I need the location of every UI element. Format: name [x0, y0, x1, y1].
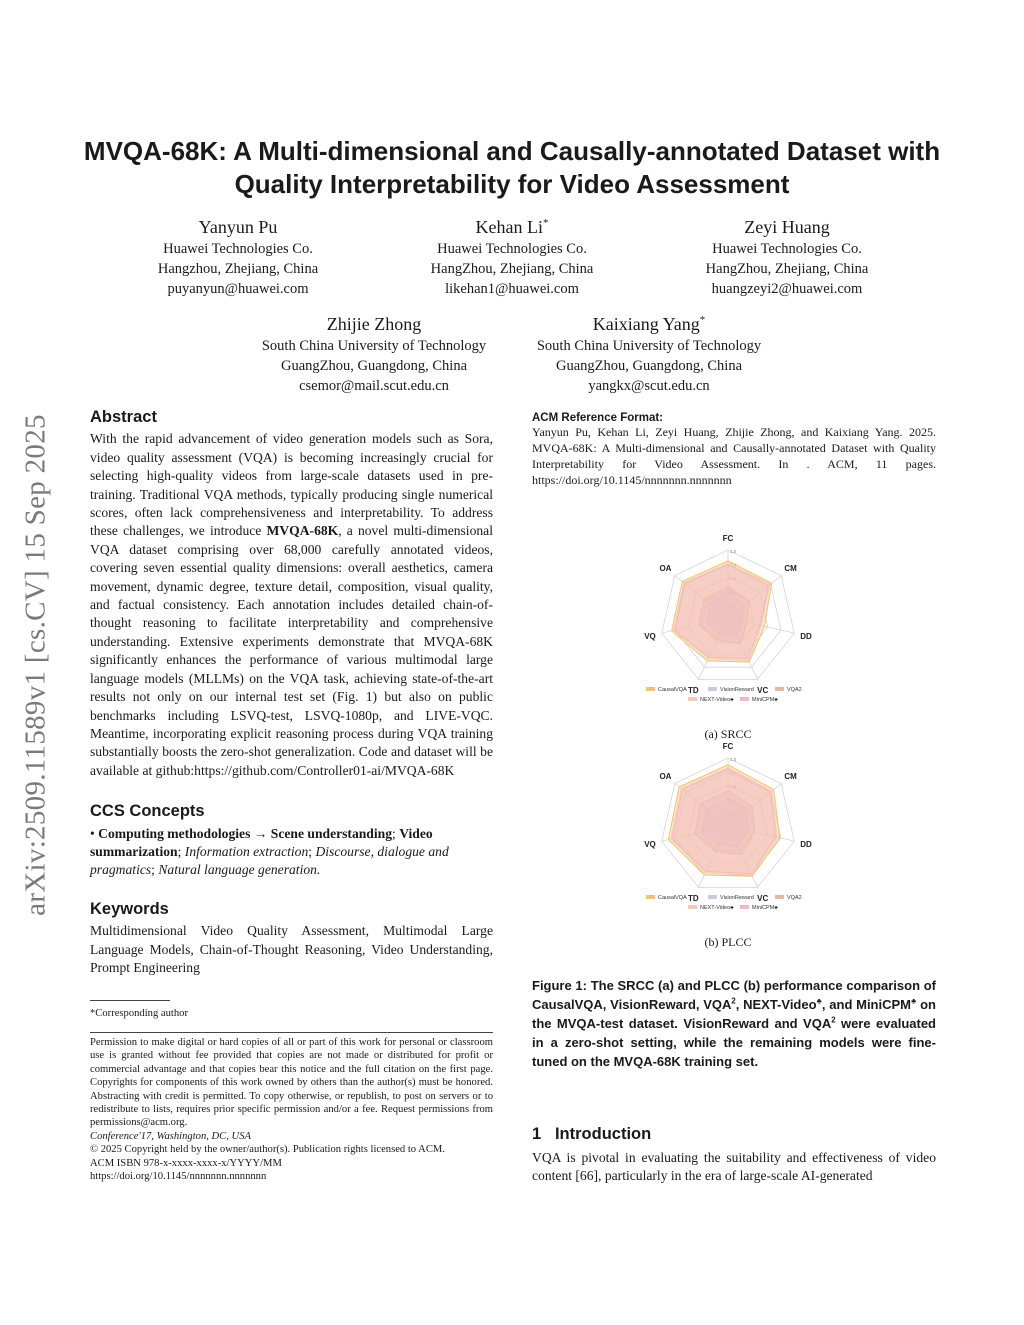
axis-label: FC [722, 742, 734, 751]
tick-label: 0.4 [730, 589, 737, 595]
abstract-text [90, 430, 493, 780]
axis-label: VC [757, 894, 769, 904]
author-location: HangZhou, Zhejiang, China [705, 261, 869, 277]
subfig-label-a: (a) SRCC [704, 727, 752, 741]
figure-1 [628, 530, 828, 950]
tick-label: 1.0 [730, 549, 737, 554]
tick-label: 0.2 [730, 811, 737, 817]
legend-label: VisionReward [720, 895, 754, 901]
legend-swatch [740, 905, 749, 909]
tick-label: 0.6 [730, 784, 737, 790]
ccs-sep: ; [151, 862, 155, 878]
ccs-sep: ; [308, 843, 313, 859]
author-name: Yanyun Pu [198, 217, 278, 237]
legend-label: VQA2 [787, 895, 802, 901]
abstract-part: , a novel multi-dimensional VQA dataset comprising over 68,000 carefully annotated videos, covering seven essential quality dimensions: overall aesthetics, camera movement, dynamic degree, texture detail, composition, visual quality, and factual consistency. Each annotation includes detailed chain-of-thought reasoning to facilitate interpretability and comprehensive understanding. Extensive experiments demonstrate that MVQA-68K significantly enhances the performance of various multimodal large language models (MLLMs) on the VQA task, achieving state-of-the-art results not only on our internal test set (Fig. 1) but also on public benchmarks including LSVQ-test, LSVQ-1080p, and LIVE-VQC. Meantime, incorporating explicit reasoning process during VQA training substantially boosts the zero-shot generalization. Code and dataset will be available at github:https://github.com/Controller01-ai/MVQA-68K [90, 523, 493, 778]
abstract-heading: Abstract [90, 408, 157, 426]
club-mark: ♣ [816, 996, 822, 1006]
author-location: Hangzhou, Zhejiang, China [157, 261, 319, 277]
author-name: Zeyi Huang [744, 217, 830, 237]
legend-label: MiniCPM♣ [752, 905, 778, 911]
author-name: Zhijie Zhong [326, 314, 422, 334]
figure-caption [532, 976, 936, 1071]
axis-label: VC [757, 686, 769, 696]
legend-swatch [740, 697, 749, 701]
arrow-glyph: → [253, 825, 268, 841]
caption-text: Figure 1: The SRCC (a) and PLCC (b) performance comparison of CausalVQA, VisionReward, VQA [532, 978, 936, 1012]
author-email[interactable]: huangzeyi2@huawei.com [711, 281, 863, 297]
legend-swatch [775, 895, 784, 899]
caption-sup: 2 [731, 996, 736, 1006]
legend-label: CausalVQA [658, 687, 687, 693]
ccs-sep: ; [392, 825, 396, 841]
paper-title: MVQA-68K: A Multi-dimensional and Causally-annotated Dataset with Quality Interpretability for Video Assessment [83, 136, 941, 199]
author-affiliation: Huawei Technologies Co. [712, 241, 862, 257]
section-title: Introduction [554, 1125, 652, 1143]
author-email[interactable]: csemor@mail.scut.edu.cn [299, 378, 449, 394]
axis-label: CM [784, 564, 797, 574]
tick-label: 0.6 [730, 576, 737, 582]
author-name-text: Kehan Li [475, 217, 544, 237]
ccs-term: Computing methodologies [98, 825, 251, 841]
radar-chart-plcc [628, 738, 828, 938]
axis-label: DD [800, 839, 812, 849]
axis-label: TD [687, 894, 699, 904]
legend-label: NEXT-Video♣ [700, 905, 734, 911]
intro-heading [532, 1125, 936, 1144]
acm-ref-heading: ACM Reference Format: [532, 412, 663, 424]
intro-text: VQA is pivotal in evaluating the suitability and effectiveness of video content [66], particularly in the era of large-scale AI-generated [532, 1150, 936, 1184]
ccs-term: Discourse, dialogue and pragmatics [90, 843, 449, 878]
author-email[interactable]: likehan1@huawei.com [445, 281, 579, 297]
author-name-text: Kaixiang Yang [592, 314, 700, 334]
author-email[interactable]: puyanyun@huawei.com [167, 281, 309, 297]
ccs-heading: CCS Concepts [90, 802, 205, 821]
permission-rule [90, 1032, 493, 1033]
legend-label: MiniCPM♣ [752, 697, 778, 703]
caption-sup: 2 [831, 1015, 836, 1025]
acm-ref-text: Yanyun Pu, Kehan Li, Zeyi Huang, Zhijie Zhong, and Kaixiang Yang. 2025. MVQA-68K: A Multi-dimensional and Causally-annotated Dataset with Quality Interpretability for Video Assessment. In . ACM, 11 pages. https://doi.org/10.1145/nnnnnnn.nnnnnnn [532, 425, 936, 487]
tick-label: 0.8 [730, 562, 737, 568]
footnote: *Corresponding author [90, 1008, 188, 1019]
author-name [382, 215, 642, 239]
caption-text: were evaluated in a zero-shot setting, while the remaining models were fine-tuned on the MVQA-68K training set. [532, 1016, 936, 1069]
legend-swatch [688, 905, 697, 909]
legend-swatch [646, 895, 655, 899]
author-affiliation: South China University of Technology [536, 338, 762, 354]
legend-swatch [688, 697, 697, 701]
arxiv-stamp [18, 370, 54, 960]
ccs-sep: ; [177, 843, 182, 859]
author-affiliation: Huawei Technologies Co. [163, 241, 313, 257]
corresponding-mark: * [699, 314, 706, 326]
ccs-text [90, 825, 493, 880]
corresponding-mark: * [543, 217, 549, 229]
footnote-rule [90, 1000, 170, 1001]
tick-label: 0.2 [730, 603, 737, 609]
arxiv-id: arXiv:2509.11589v1 [cs.CV] 15 Sep 2025 [19, 414, 52, 916]
left-column [90, 408, 493, 977]
ccs-term: Scene understanding [270, 825, 393, 841]
abstract-part: With the rapid advancement of video generation models such as Sora, video quality assessment (VQA) is becoming increasingly crucial for selecting high-quality videos from large-scale datasets used in pre-training. Traditional VQA methods, typically producing single numerical scores, often lack comprehensiveness and interpretability. To address these challenges, we introduce [90, 431, 493, 539]
axis-label: VQ [644, 631, 656, 641]
tick-label: 1.0 [730, 757, 737, 762]
introduction-section [532, 1125, 936, 1186]
author-location: GuangZhou, Guangdong, China [555, 358, 743, 374]
author-location: GuangZhou, Guangdong, China [280, 358, 468, 374]
author-email[interactable]: yangkx@scut.edu.cn [588, 378, 710, 394]
caption-text: , NEXT-Video [735, 997, 817, 1012]
axis-label: DD [800, 631, 812, 641]
permission-block [90, 1036, 493, 1183]
tick-label: 0.8 [730, 770, 737, 776]
copyright-line: © 2025 Copyright held by the owner/author(s). Publication rights licensed to ACM. [90, 1144, 445, 1156]
axis-label: VQ [644, 839, 656, 849]
dataset-name: MVQA-68K [266, 523, 339, 539]
author-affiliation: South China University of Technology [261, 338, 487, 354]
club-mark: ♣ [911, 996, 917, 1006]
section-number: 1 [532, 1125, 542, 1143]
acm-reference [532, 412, 936, 488]
isbn-line: ACM ISBN 978-x-xxxx-xxxx-x/YYYY/MM [90, 1157, 282, 1169]
doi-link[interactable]: https://doi.org/10.1145/nnnnnnn.nnnnnnn [90, 1171, 267, 1183]
tick-label: 0.4 [730, 797, 737, 803]
legend-label: VQA2 [787, 687, 802, 693]
axis-label: OA [659, 564, 672, 574]
legend-swatch [775, 687, 784, 691]
author-block [519, 312, 779, 396]
conference-line: Conference'17, Washington, DC, USA [90, 1130, 251, 1142]
author-block [657, 215, 917, 299]
author-block [244, 312, 504, 396]
legend-swatch [708, 895, 717, 899]
permission-text: Permission to make digital or hard copies of all or part of this work for personal or classroom use is granted without fee provided that copies are not made or distributed for profit or commercial advantage and that copies bear this notice and the full citation on the first page. Copyrights for components of this work owned by others than the author(s) must be honored. Abstracting with credit is permitted. To copy otherwise, or republish, to post on servers or to redistribute to lists, requires prior specific permission and/or a fee. Request permissions from permissions@acm.org. [90, 1037, 493, 1129]
ccs-term: Natural language generation. [158, 862, 321, 878]
author-name [519, 312, 779, 336]
legend-swatch [708, 687, 717, 691]
author-affiliation: Huawei Technologies Co. [437, 241, 587, 257]
author-location: HangZhou, Zhejiang, China [430, 261, 594, 277]
ccs-term: Information extraction [184, 843, 309, 859]
radar-chart-srcc [628, 530, 828, 730]
author-block [382, 215, 642, 299]
caption-text: , and MiniCPM [821, 997, 911, 1012]
caption-text: on the MVQA-test dataset. VisionReward and VQA [532, 997, 936, 1031]
legend-label: CausalVQA [658, 895, 687, 901]
legend-swatch [646, 687, 655, 691]
axis-label: OA [659, 772, 672, 782]
keywords-heading: Keywords [90, 899, 169, 918]
legend-label: VisionReward [720, 687, 754, 693]
author-block [108, 215, 368, 299]
ccs-term: Video summarization [90, 825, 433, 859]
subfig-label-b: (b) PLCC [704, 935, 752, 949]
legend-label: NEXT-Video♣ [700, 697, 734, 703]
axis-label: CM [784, 772, 797, 782]
axis-label: TD [687, 686, 699, 696]
ccs-bullet: • [90, 825, 95, 841]
keywords-text: Multidimensional Video Quality Assessment, Multimodal Large Language Models, Chain-of-Thought Reasoning, Video Understanding, Prompt Engineering [90, 923, 493, 975]
axis-label: FC [722, 534, 734, 543]
